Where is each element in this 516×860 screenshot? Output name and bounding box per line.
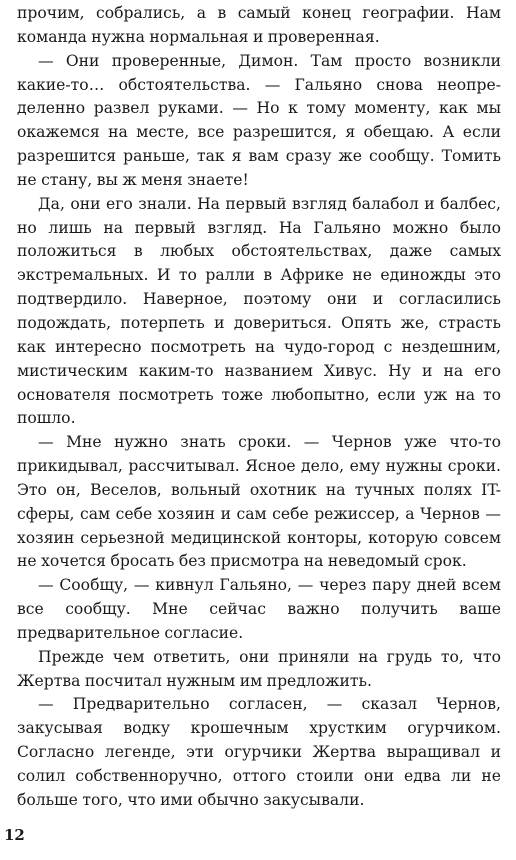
body-text bbox=[17, 2, 501, 813]
paragraph-dialogue-chernov-deadlines: — Мне нужно знать сроки. — Чернов уже что-то прикидывал, рассчитывал. Ясное дело, ему нужны сроки. Это он, Веселов, вольный охотник на тучных полях IT-сферы, сам себе хозяин и сам себе режиссер, а Чернов — хозяин серьезной медицинской конторы, которую совсем не хочется бросать без присмотра на неведомый срок. bbox=[17, 433, 501, 571]
paragraph-continuation: прочим, собрались, а в самый конец географии. Нам команда нужна нормальная и проверенная. bbox=[17, 4, 501, 46]
paragraph-dialogue-galiano-promise: — Сообщу, — кивнул Гальяно, — через пару дней всем все сообщу. Мне сейчас важно получить ваше предварительное согласие. bbox=[17, 576, 501, 642]
paragraph-dialogue-chernov-agree: — Предварительно согласен, — сказал Чернов, закусывая водку крошечным хрустким огурчиком. Согласно легенде, эти огурчики Жертва выращивал и солил собственноручно, оттого стоили они едва ли не больше того, что ими обычно закусывали. bbox=[17, 695, 501, 809]
paragraph-dialogue-galiano: — Они проверенные, Димон. Там просто возникли какие-то… обстоятельства. — Гальяно снова неопределенно развел руками. — Но к тому моменту, как мы окажемся на месте, все разрешится, я обещаю. А если разрешится раньше, так я вам сразу же сообщу. Томить не стану, вы ж меня знаете! bbox=[17, 51, 501, 189]
paragraph-narration-trust: Да, они его знали. На первый взгляд балабол и балбес, но лишь на первый взгляд. На Гальяно можно было положиться в любых обстоятельствах, даже самых экстремальных. И то ралли в Африке не единожды это подтвердило. Наверное, поэтому они и согласились подождать, потерпеть и довериться. Опять же, страсть как интересно посмотреть на чудо-город с нездешним, мистическим каким-то названием Хивус. Ну и на его основателя посмотреть тоже любопытно, если уж на то пошло. bbox=[17, 194, 501, 428]
paragraph-narration-drink: Прежде чем ответить, они приняли на грудь то, что Жертва посчитал нужным им предложить. bbox=[17, 647, 501, 690]
page-number: 12 bbox=[4, 826, 25, 844]
